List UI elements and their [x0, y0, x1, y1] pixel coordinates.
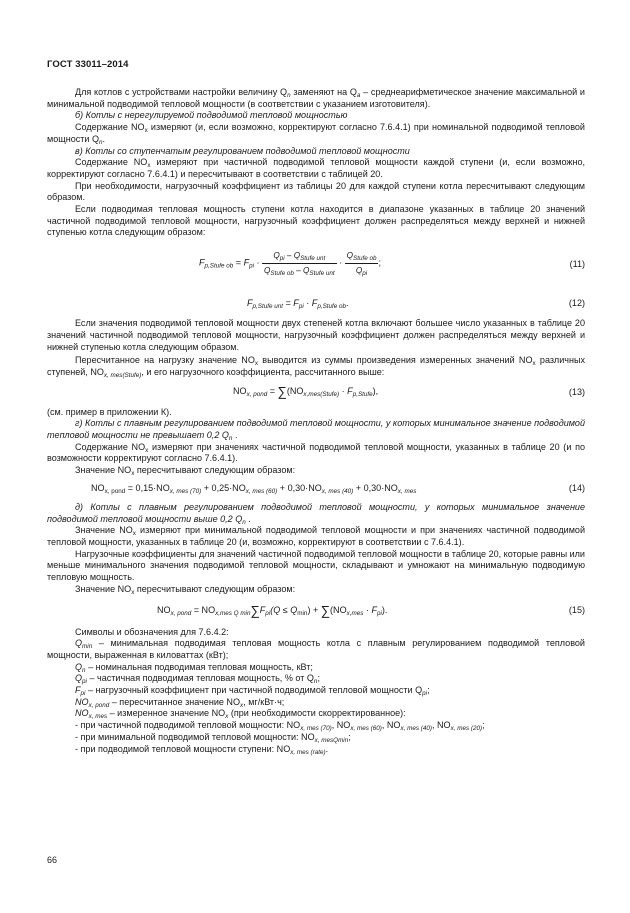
symbols-list — [47, 638, 585, 720]
paragraph: Значение $NO_x$ пересчитывают следующим образом: — [75, 583, 296, 596]
paragraph: Нагрузочные коэффициенты для значений частичной подводимой тепловой мощности в таблице 20, которые равны или меньше минимального значения подводимой тепловой мощности, складывают и умножают на минимальную подводимую тепловую мощность. — [47, 548, 585, 583]
fraction: $\frac{Q_{pi} - Q_{Stufe unt}}{Q_{Stufe ob} - Q_{Stufe unt}}$ — [264, 251, 335, 277]
standard-header: ГОСТ 33011–2014 — [47, 59, 129, 70]
paragraph: Пересчитанное на нагрузку значение $NO_x$ выводится из суммы произведения измеренных значений $NO_x$ различных ступеней, $NO_{x, mes(Stufe)}$, и его нагрузочного коэффициента, рассчитанного выше: — [47, 355, 585, 379]
paragraph: Символы и обозначения для 7.6.4.2: — [75, 626, 229, 637]
dash-item: - при подводимой тепловой мощности ступени: $NO_{x, mes (rate)}$. — [75, 743, 329, 756]
symbol-definition: $F_{pi}$ – нагрузочный коэффициент при частичной подводимой тепловой мощности $Q_{pi}$; — [75, 685, 430, 698]
symbol-definition: $Q_{min}$ – минимальная подводимая тепловая мощность котла с плавным регулированием подводимой тепловой мощности, выраженная в киловаттах (кВт); — [47, 638, 585, 660]
equation-number: (13) — [568, 386, 585, 397]
paragraph: Значение $NO_x$ измеряют при минимальной подводимой тепловой мощности и при значениях частичной подводимой тепловой мощности, указанных в таблице 20 (и, возможно, корректируют в соответствии с 7.6.4.1). — [47, 525, 585, 547]
symbol-definition: $Q_n$ – номинальная подводимая тепловая мощность, кВт; — [75, 661, 313, 674]
dash-item: - при частичной подводимой тепловой мощности: $NO_{x, mes (70)}$, $NO_{x, mes (60)}$, $NO_{x, mes (40)}$, $NO_{x, mes (20)}$; — [75, 720, 485, 733]
paragraph: Значение $NO_x$ пересчитывают следующим образом: — [75, 465, 296, 478]
symbol-definition: $NO_{x, mes}$ – измеренное значение $NO_x$ (при необходимости скорректированное): — [75, 708, 406, 721]
equation-12: $F_{p,Stufe unt} = F_{pi} \cdot F_{p,Stufe ob}$. (12) — [247, 298, 585, 311]
equation-15: $NO_{x, pond} = NO_{x,mes Q min}\sum F_{pi}(Q \le Q_{min}) + \sum(NO_{x,mes} \cdot F_{pi})$. (15) — [157, 602, 585, 618]
paragraph: (см. пример в приложении К). — [47, 406, 172, 417]
equation-number: (11) — [569, 259, 585, 270]
equation-14: $NO_{x, pond} = 0,15\cdot NO_{x, mes (70)} + 0,25\cdot NO_{x, mes (60)} + 0,30\cdot NO_{x, mes (40)} + 0,30\cdot NO_{x, mes}$ (14) — [91, 482, 585, 495]
paragraph: в) Котлы со ступенчатым регулированием подводимой тепловой мощности — [75, 145, 410, 156]
symbol-definition: $Q_{pi}$ – частичная подводимая тепловая мощность, % от $Q_n$; — [75, 673, 320, 686]
symbol-definition: $NO_{x, pond}$ – пересчитанное значение $NO_x$, мг/кВт·ч; — [75, 696, 285, 709]
document-body — [47, 87, 585, 755]
equation-number: (15) — [568, 604, 585, 615]
fraction: $\frac{Q_{Stufe ob}}{Q_{pi}}$ — [346, 251, 377, 277]
equation-11: $F_{p,Stufe ob} = F_{pi}$ · $\frac{Q_{pi} - Q_{Stufe unt}}{Q_{Stufe ob} - Q_{Stufe unt}}$ · $\frac{Q_{Stufe ob}}{Q_{pi}}$ ; (11) — [199, 251, 585, 277]
page-number: 66 — [47, 855, 58, 865]
paragraph: Для котлов с устройствами настройки величину $Q_n$ заменяют на $Q_a$ – среднеарифметическое значение максимальной и минимальной подводимой тепловой мощности (в соответствии с указанием изготовителя). — [47, 87, 585, 109]
paragraph: При необходимости, нагрузочный коэффициент из таблицы 20 для каждой ступени котла пересчитывают следующим образом. — [47, 180, 585, 203]
paragraph: Содержание $NO_x$ измеряют (и, если возможно, корректируют согласно 7.6.4.1) при номинальной подводимой тепловой мощности $Q_n$. — [47, 122, 585, 146]
paragraph: д) Котлы с плавным регулированием подводимой тепловой мощности, у которых минимальное значение подводимой тепловой мощности выше 0,2 $Q_n$ . — [47, 501, 585, 526]
document-page — [47, 0, 585, 913]
paragraph: Содержание $NO_x$ измеряют при частичной подводимой тепловой мощности каждой ступени (и, если возможно, корректируют согласно 7.6.4.1) и пересчитывают в соответствии с таблицей 20. — [47, 157, 585, 179]
paragraph: Содержание $NO_x$ измеряют при значениях частичной подводимой тепловой мощности, указанных в таблице 20 (и по возможности корректируют согласно 7.6.4.1). — [47, 441, 585, 464]
equation-13: $NO_{x, pond} = \sum(NO_{x,mes(Stufe)} \cdot F_{p,Stufe})$, (13) — [233, 383, 585, 399]
paragraph: Если значения подводимой тепловой мощности двух степеней котла включают большее число указанных в таблице 20 значений частичной подводимой тепловой мощности, нагрузочный коэффициент должен распределяться между верхней и нижней ступенью котла следующим образом. — [47, 318, 585, 352]
paragraph: г) Котлы с плавным регулированием подводимой тепловой мощности, у которых минимальное значение подводимой тепловой мощности не превышает 0,2 $Q_n$ . — [47, 418, 585, 443]
equation-number: (14) — [568, 482, 585, 493]
paragraph: б) Котлы с нерегулируемой подводимой тепловой мощностью — [75, 110, 348, 121]
equation-number: (12) — [568, 298, 585, 309]
dash-item: - при минимальной подводимой тепловой мощности: $NO_{x, mesQmin}$; — [75, 731, 351, 744]
paragraph: Если подводимая тепловая мощность ступени котла находится в диапазоне указанных в таблице 20 значений частичной подводимой тепловой мощности, нагрузочный коэффициент должен распределяться между верхней и нижней ступенью котла следующим образом: — [47, 204, 585, 238]
